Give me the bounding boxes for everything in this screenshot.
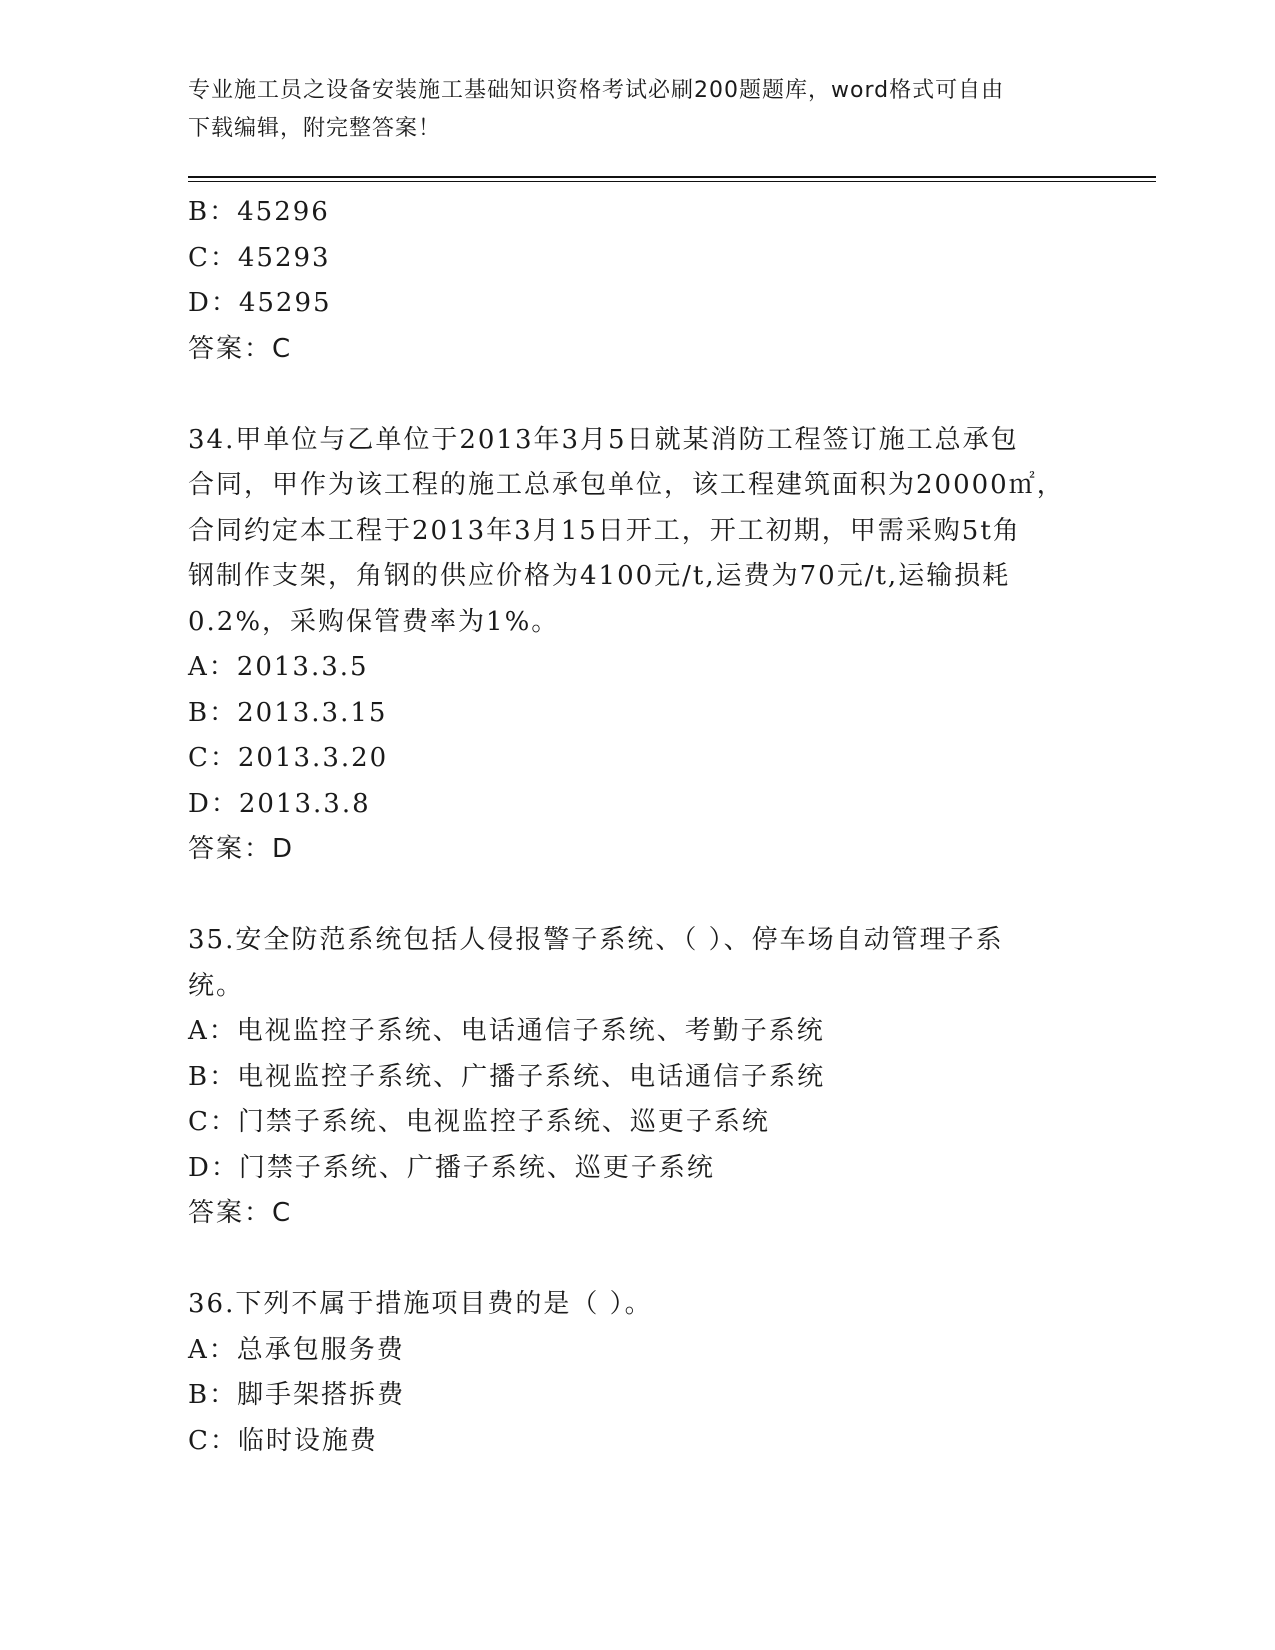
question-stem-line: 合同，甲作为该工程的施工总承包单位，该工程建筑面积为20000㎡，	[188, 470, 1065, 500]
question-stem-line: 钢制作支架，角钢的供应价格为4100元/t,运费为70元/t,运输损耗	[188, 561, 1011, 591]
question-35	[188, 918, 1088, 1237]
option-c: C：临时设施费	[188, 1425, 378, 1456]
option-c: C：门禁子系统、电视监控子系统、巡更子系统	[188, 1107, 770, 1137]
question-stem-line: 34.甲单位与乙单位于2013年3月5日就某消防工程签订施工总承包	[188, 424, 1019, 455]
option-c: C：45293	[188, 242, 331, 273]
question-33	[188, 190, 1088, 372]
option-c: C：2013.3.20	[188, 743, 389, 773]
question-34	[188, 418, 1088, 873]
document-header	[188, 72, 1088, 148]
question-stem-line: 35.安全防范系统包括人侵报警子系统、（ ）、停车场自动管理子系	[188, 925, 1004, 955]
answer: 答案：C	[188, 1198, 293, 1228]
spacer	[188, 1237, 1088, 1283]
option-b: B：电视监控子系统、广播子系统、电话通信子系统	[188, 1061, 826, 1092]
answer: 答案：D	[188, 834, 295, 864]
question-36	[188, 1282, 1088, 1464]
option-d: D：2013.3.8	[188, 788, 371, 819]
option-b: B：2013.3.15	[188, 697, 388, 728]
header-line-2: 下载编辑，附完整答案！	[188, 116, 442, 141]
question-stem-line: 合同约定本工程于2013年3月15日开工，开工初期，甲需采购5t角	[188, 515, 1021, 546]
answer: 答案：C	[188, 333, 293, 364]
header-line-1: 专业施工员之设备安装施工基础知识资格考试必刷200题题库，word格式可自由	[188, 78, 1005, 103]
option-a: A：总承包服务费	[188, 1334, 405, 1365]
question-list	[188, 190, 1088, 1464]
option-d: D：45295	[188, 288, 332, 318]
header-rule-thin	[188, 181, 1156, 182]
question-stem-line: 0.2%，采购保管费率为1%。	[188, 606, 560, 637]
option-a: A：电视监控子系统、电话通信子系统、考勤子系统	[188, 1016, 825, 1046]
option-a: A：2013.3.5	[188, 652, 369, 682]
option-b: B：脚手架搭拆费	[188, 1380, 406, 1410]
question-stem-line: 统。	[188, 970, 245, 1001]
header-rule-thick	[188, 176, 1156, 178]
option-b: B：45296	[188, 197, 330, 227]
option-d: D：门禁子系统、广播子系统、巡更子系统	[188, 1152, 715, 1183]
spacer	[188, 873, 1088, 919]
spacer	[188, 372, 1088, 418]
question-stem-line: 36.下列不属于措施项目费的是（ ）。	[188, 1289, 653, 1319]
